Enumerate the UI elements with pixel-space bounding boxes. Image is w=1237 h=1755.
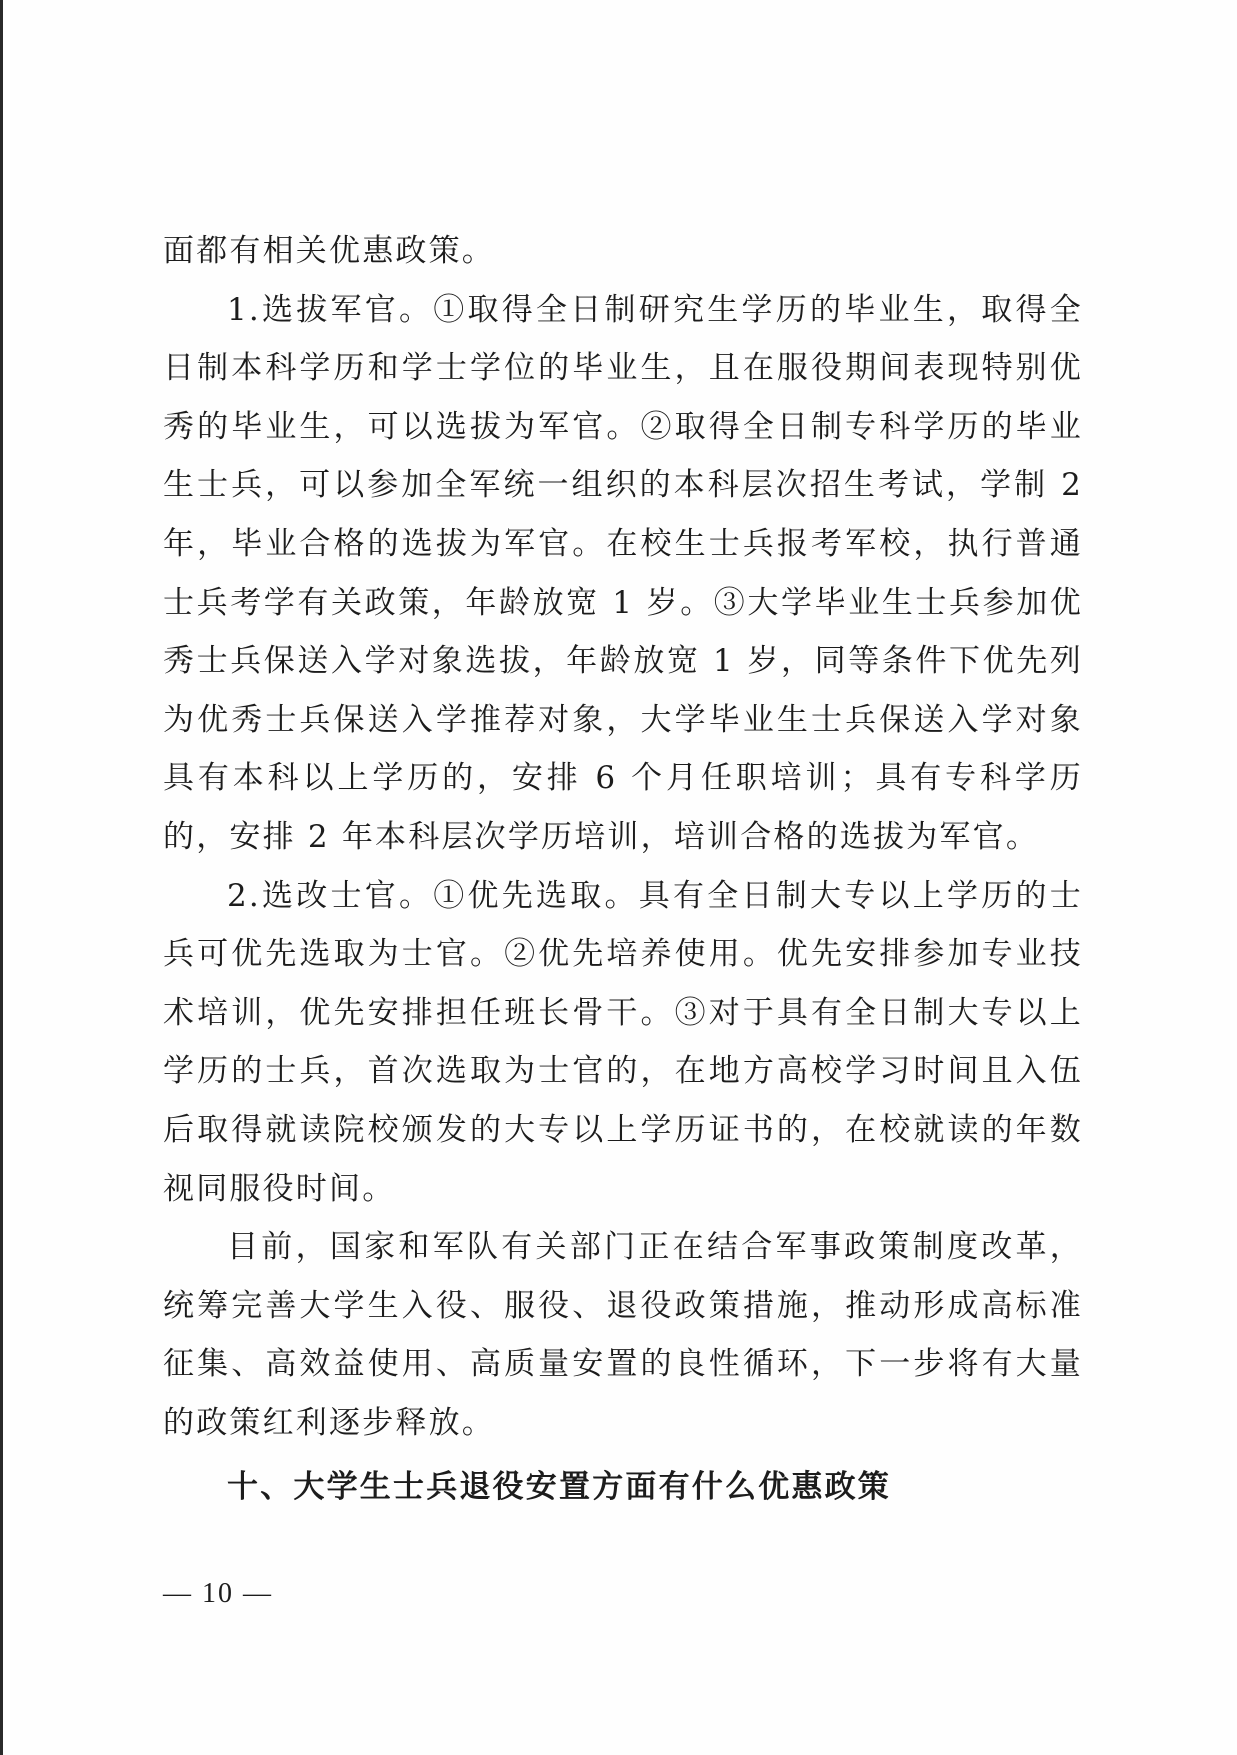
paragraph-select-sergeants: 2.选改士官。①优先选取。具有全日制大专以上学历的士兵可优先选取为士官。②优先培养使用。优先安排参加专业技术培训，优先安排担任班长骨干。③对于具有全日制大专以上学历的士兵，首次选取为士官的，在地方高校学习时间且入伍后取得就读院校颁发的大专以上学历证书的，在校就读的年数视同服役时间。 — [163, 877, 1083, 1207]
paragraph-continuation: 面都有相关优惠政策。 — [163, 233, 495, 269]
section-heading: 十、大学生士兵退役安置方面有什么优惠政策 — [227, 1469, 891, 1506]
paragraph-policy-outlook: 目前，国家和军队有关部门正在结合军事政策制度改革，统筹完善大学生入役、服役、退役政策措施，推动形成高标准征集、高效益使用、高质量安置的良性循环，下一步将有大量的政策红利逐步释放。 — [163, 1229, 1083, 1441]
page-number: — 10 — — [163, 1578, 273, 1609]
paragraph-select-officers: 1.选拔军官。①取得全日制研究生学历的毕业生，取得全日制本科学历和学士学位的毕业生，且在服役期间表现特别优秀的毕业生，可以选拔为军官。②取得全日制专科学历的毕业生士兵，可以参加全军统一组织的本科层次招生考试，学制 2 年，毕业合格的选拔为军官。在校生士兵报考军校，执行普通士兵考学有关政策，年龄放宽 1 岁。③大学毕业生士兵参加优秀士兵保送入学对象选拔，年龄放宽 1 岁，同等条件下优先列为优秀士兵保送入学推荐对象，大学毕业生士兵保送入学对象具有本科以上学历的，安排 6 个月任职培训；具有专科学历的，安排 2 年本科层次学历培训，培训合格的选拔为军官。 — [163, 291, 1083, 855]
document-body — [163, 222, 1083, 1516]
scan-edge — [0, 0, 3, 1755]
